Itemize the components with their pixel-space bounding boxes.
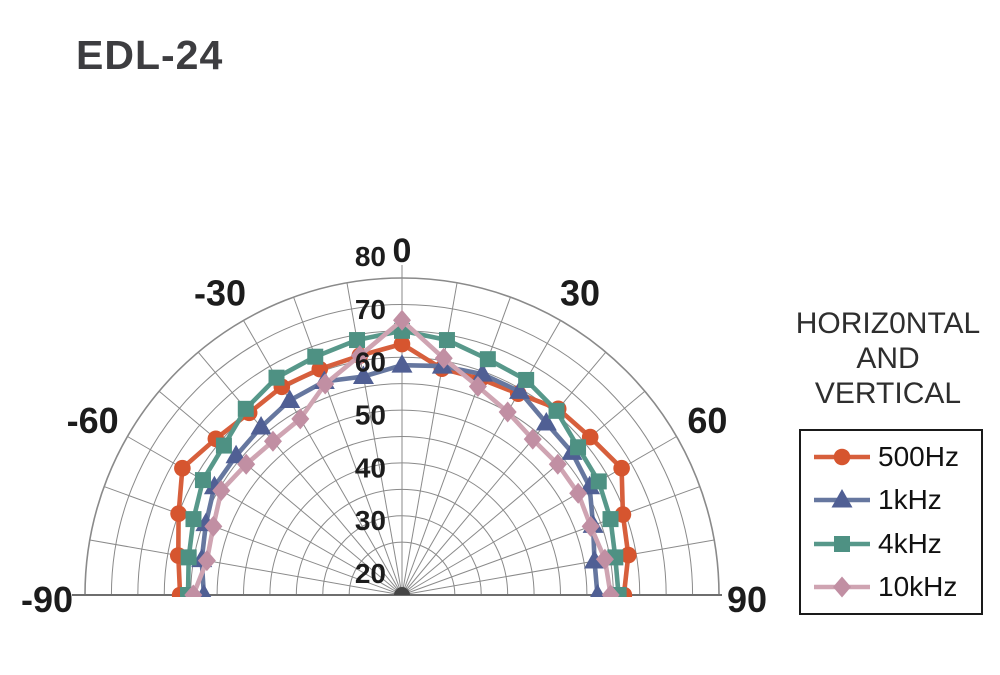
angle-tick-label: -90 <box>20 579 74 620</box>
square-marker <box>549 403 565 419</box>
legend-item-label: 4kHz <box>878 527 942 559</box>
square-marker <box>269 370 285 386</box>
legend-item-10khz <box>813 571 981 603</box>
triangle-legend-icon <box>813 487 871 513</box>
legend-item-label: 10kHz <box>878 571 958 603</box>
grid-spoke <box>402 487 700 595</box>
square-marker <box>518 372 534 388</box>
square-marker <box>185 511 201 527</box>
diamond-marker <box>582 516 600 537</box>
legend <box>799 429 983 615</box>
angle-tick-label: 30 <box>559 272 601 314</box>
square-marker <box>181 549 197 565</box>
angle-tick-label: 90 <box>726 579 768 620</box>
legend-item-1khz <box>813 484 981 516</box>
square-marker <box>195 472 211 488</box>
radial-tick-label: 60 <box>354 346 386 378</box>
circle-marker <box>170 505 187 522</box>
angle-tick-label: -60 <box>66 400 119 441</box>
legend-title-line-1: HORIZ0NTAL <box>795 307 981 340</box>
square-marker <box>238 401 254 417</box>
circle-marker <box>174 460 191 477</box>
radial-tick-label: 80 <box>354 241 386 272</box>
square-marker <box>216 438 232 454</box>
legend-title-line-2: AND <box>856 342 920 375</box>
legend-item-4khz <box>813 528 981 560</box>
angle-tick-label: 60 <box>687 400 728 441</box>
radial-tick-label: 70 <box>354 293 386 325</box>
legend-item-label: 500Hz <box>878 440 959 472</box>
radial-tick-label: 50 <box>354 399 386 431</box>
square-marker <box>591 473 607 489</box>
diamond-legend-icon <box>813 574 871 600</box>
square-marker <box>603 511 619 527</box>
legend-title <box>778 306 998 411</box>
legend-title-line-3: VERTICAL <box>814 377 962 410</box>
square-marker <box>349 332 365 348</box>
square-legend-icon <box>813 531 871 557</box>
square-marker <box>480 351 496 367</box>
radial-tick-label: 30 <box>354 505 386 537</box>
square-marker <box>439 332 455 348</box>
legend-item-500hz <box>813 441 981 473</box>
angle-tick-label: 0 <box>392 232 412 270</box>
radial-tick-label: 40 <box>354 452 386 484</box>
circle-marker <box>613 460 630 477</box>
page-title: EDL-24 <box>76 32 224 78</box>
angle-tick-label: -30 <box>193 272 247 314</box>
circle-legend-icon <box>813 444 871 470</box>
radial-tick-label: 20 <box>354 558 386 589</box>
square-marker <box>570 439 586 455</box>
square-marker <box>307 349 323 365</box>
legend-item-label: 1kHz <box>878 484 942 516</box>
